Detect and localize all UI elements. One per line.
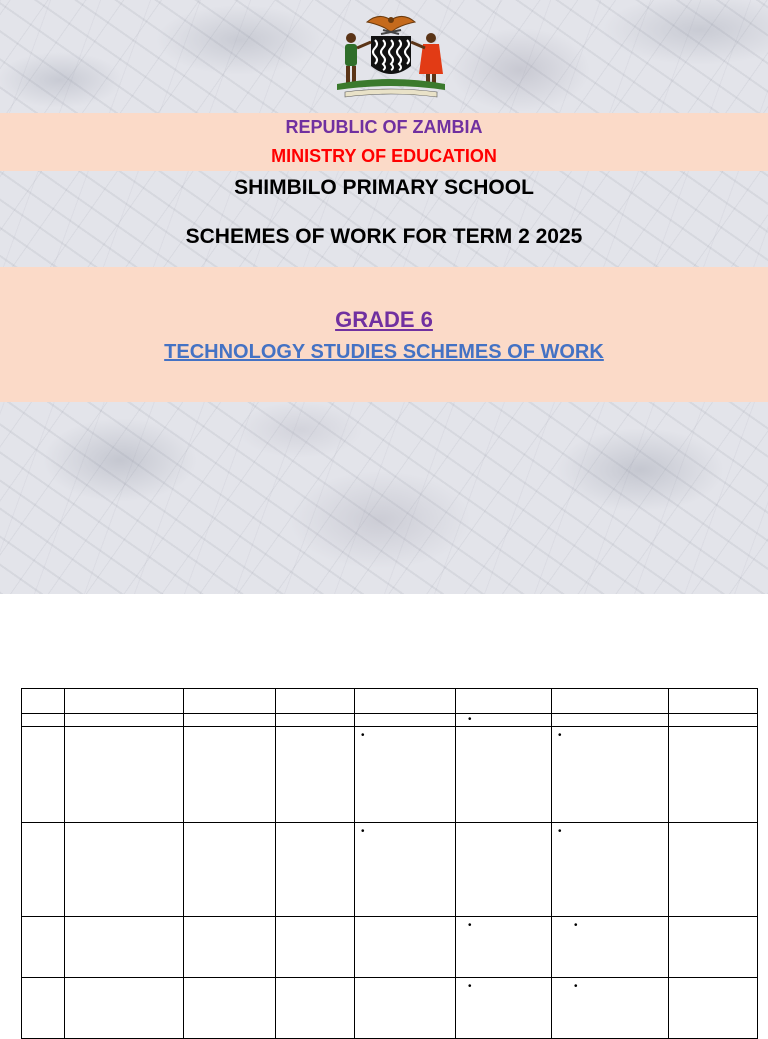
table-cell[interactable] xyxy=(276,978,355,1039)
table-row xyxy=(22,727,758,823)
table-cell[interactable] xyxy=(669,917,758,978)
table-cell[interactable] xyxy=(65,823,184,917)
table-cell[interactable] xyxy=(65,727,184,823)
table-cell[interactable] xyxy=(456,978,552,1039)
table-cell[interactable] xyxy=(552,714,669,727)
table-cell[interactable] xyxy=(276,727,355,823)
table-cell[interactable] xyxy=(184,917,276,978)
table-cell[interactable] xyxy=(355,714,456,727)
table-cell[interactable] xyxy=(184,823,276,917)
bullet-point: • xyxy=(361,730,365,741)
table-cell[interactable] xyxy=(22,689,65,714)
table-cell[interactable] xyxy=(669,714,758,727)
scheme-table xyxy=(21,688,758,1039)
bullet-point: • xyxy=(574,920,578,931)
bullet-point: • xyxy=(361,826,365,837)
table-cell[interactable] xyxy=(184,727,276,823)
table-cell[interactable] xyxy=(669,727,758,823)
ministry-heading: MINISTRY OF EDUCATION xyxy=(271,146,497,166)
table-cell[interactable] xyxy=(456,823,552,917)
table-row xyxy=(22,714,758,727)
grade-title: GRADE 6 xyxy=(335,307,433,332)
coat-of-arms-icon xyxy=(327,8,455,98)
republic-heading: REPUBLIC OF ZAMBIA xyxy=(285,117,483,137)
table-cell[interactable] xyxy=(669,978,758,1039)
table-cell[interactable] xyxy=(22,823,65,917)
table-cell[interactable] xyxy=(65,917,184,978)
table-cell[interactable] xyxy=(22,978,65,1039)
table-cell[interactable] xyxy=(184,978,276,1039)
bullet-point: • xyxy=(558,826,562,837)
table-cell[interactable] xyxy=(22,714,65,727)
bullet-point: • xyxy=(468,981,472,992)
table-cell[interactable] xyxy=(669,823,758,917)
table-cell[interactable] xyxy=(276,689,355,714)
table-header-row xyxy=(22,689,758,714)
bullet-point: • xyxy=(574,981,578,992)
table-cell[interactable] xyxy=(276,823,355,917)
table-cell[interactable] xyxy=(184,714,276,727)
table-cell[interactable] xyxy=(276,714,355,727)
table-cell[interactable] xyxy=(456,917,552,978)
table-cell[interactable] xyxy=(22,917,65,978)
table-cell[interactable] xyxy=(355,978,456,1039)
table-cell[interactable] xyxy=(355,689,456,714)
table-cell[interactable] xyxy=(552,823,669,917)
table-cell[interactable] xyxy=(456,689,552,714)
table-cell[interactable] xyxy=(184,689,276,714)
table-row xyxy=(22,823,758,917)
table-cell[interactable] xyxy=(552,689,669,714)
table-cell[interactable] xyxy=(276,917,355,978)
table-cell[interactable] xyxy=(552,917,669,978)
table-cell[interactable] xyxy=(22,727,65,823)
scheme-title: SCHEMES OF WORK FOR TERM 2 2025 xyxy=(185,225,583,248)
subject-link[interactable]: TECHNOLOGY STUDIES SCHEMES OF WORK xyxy=(164,341,604,363)
bullet-point: • xyxy=(558,730,562,741)
bullet-point: • xyxy=(468,714,472,725)
table-row xyxy=(22,978,758,1039)
school-name: SHIMBILO PRIMARY SCHOOL xyxy=(234,176,534,199)
table-cell[interactable] xyxy=(355,727,456,823)
table-cell[interactable] xyxy=(456,714,552,727)
table-row xyxy=(22,917,758,978)
table-cell[interactable] xyxy=(456,727,552,823)
table-cell[interactable] xyxy=(669,689,758,714)
bullet-point: • xyxy=(468,920,472,931)
table-cell[interactable] xyxy=(65,689,184,714)
table-cell[interactable] xyxy=(355,917,456,978)
table-cell[interactable] xyxy=(552,978,669,1039)
table-cell[interactable] xyxy=(355,823,456,917)
table-cell[interactable] xyxy=(552,727,669,823)
table-cell[interactable] xyxy=(65,714,184,727)
header-band-grade xyxy=(0,267,768,402)
table-cell[interactable] xyxy=(65,978,184,1039)
